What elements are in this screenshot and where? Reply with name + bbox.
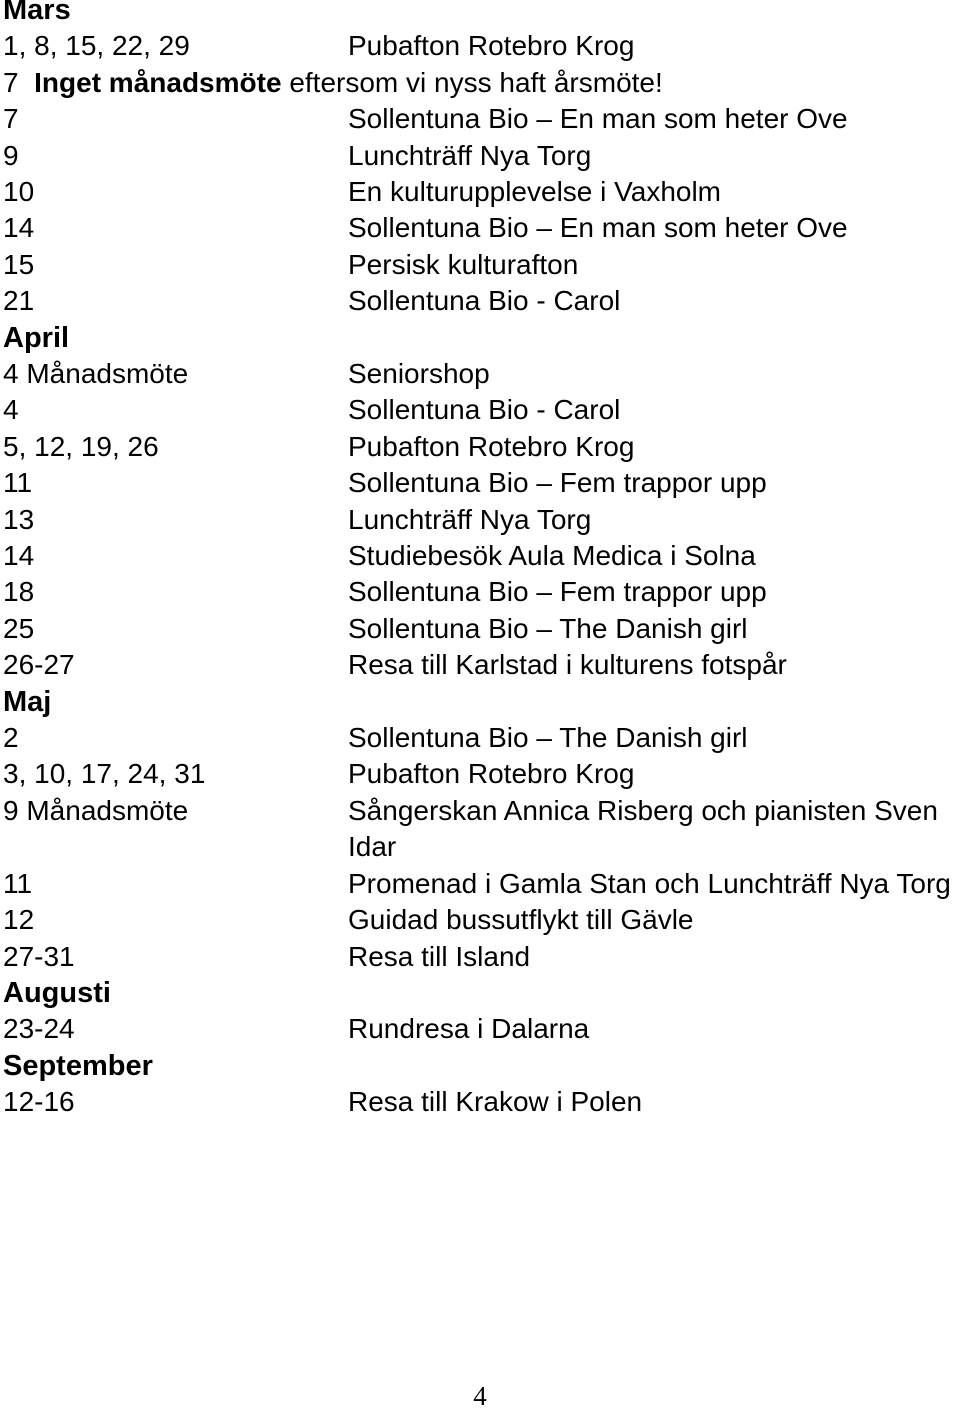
entry-date: 2 — [3, 722, 19, 754]
entry-date: 1, 8, 15, 22, 29 — [3, 30, 190, 62]
entry-date: 27-31 — [3, 940, 75, 972]
month-heading-augusti: Augusti — [3, 976, 111, 1009]
entry-date: 14 — [3, 540, 35, 572]
schedule-row — [3, 1011, 958, 1047]
notice-bold-text: Inget månadsmöte — [34, 66, 282, 98]
entry-event: Resa till Krakow i Polen — [348, 1086, 643, 1118]
page-number: 4 — [473, 1381, 487, 1411]
entry-event: Sollentuna Bio - Carol — [348, 285, 621, 317]
entry-date: 11 — [3, 867, 33, 899]
entry-event: Studiebesök Aula Medica i Solna — [348, 540, 756, 572]
entry-event: Pubafton Rotebro Krog — [348, 758, 635, 790]
schedule-row — [3, 793, 958, 866]
entry-date: 14 — [3, 212, 35, 244]
month-heading-september: September — [3, 1049, 153, 1082]
entry-event: Sollentuna Bio – En man som heter Ove — [348, 212, 848, 244]
schedule-row — [3, 101, 958, 137]
month-heading-mars: Mars — [3, 0, 71, 26]
schedule-row — [3, 356, 958, 392]
schedule-row — [3, 611, 958, 647]
entry-event: Lunchträff Nya Torg — [348, 503, 592, 535]
schedule-row — [3, 174, 958, 210]
entry-date: 12-16 — [3, 1086, 75, 1118]
schedule-row — [3, 392, 958, 428]
entry-date: 26-27 — [3, 649, 75, 681]
entry-date: 9 — [3, 139, 19, 171]
schedule-row — [3, 502, 958, 538]
schedule-row — [3, 247, 958, 283]
schedule-row — [3, 28, 958, 64]
entry-date: 12 — [3, 904, 35, 936]
notice-text: eftersom vi nyss haft årsmöte! — [289, 66, 663, 98]
schedule-row — [3, 283, 958, 319]
entry-event: Persisk kulturafton — [348, 248, 579, 280]
entry-date: 3, 10, 17, 24, 31 — [3, 758, 206, 790]
schedule-row — [3, 210, 958, 246]
schedule-row — [3, 574, 958, 610]
entry-date: 7 — [3, 103, 19, 135]
schedule-row — [3, 866, 958, 902]
entry-event: Rundresa i Dalarna — [348, 1013, 590, 1045]
entry-event: Sollentuna Bio - Carol — [348, 394, 621, 426]
entry-date: 18 — [3, 576, 35, 608]
schedule-row — [3, 902, 958, 938]
entry-event: Lunchträff Nya Torg — [348, 139, 592, 171]
month-heading-maj: Maj — [3, 685, 52, 718]
entry-event: En kulturupplevelse i Vaxholm — [348, 176, 722, 208]
month-heading-april: April — [3, 321, 70, 354]
entry-date: 9 Månadsmöte — [3, 794, 189, 826]
entry-event: Sollentuna Bio – En man som heter Ove — [348, 103, 848, 135]
entry-event: Promenad i Gamla Stan och Lunchträff Nya Torg — [348, 867, 951, 899]
entry-date: 15 — [3, 248, 35, 280]
entry-date: 13 — [3, 503, 35, 535]
entry-event: Resa till Karlstad i kulturens fotspår — [348, 649, 787, 681]
schedule-row — [3, 538, 958, 574]
notice-date: 7 — [3, 66, 19, 98]
schedule-document — [3, 0, 958, 1121]
schedule-row — [3, 1084, 958, 1120]
entry-event: Sollentuna Bio – Fem trappor upp — [348, 576, 767, 608]
entry-date: 4 — [3, 394, 19, 426]
entry-event: Pubafton Rotebro Krog — [348, 430, 635, 462]
entry-event: Sollentuna Bio – The Danish girl — [348, 722, 748, 754]
entry-event: Guidad bussutflykt till Gävle — [348, 904, 694, 936]
entry-date: 4 Månadsmöte — [3, 358, 189, 390]
entry-date: 23-24 — [3, 1013, 75, 1045]
schedule-row — [3, 647, 958, 683]
schedule-row — [3, 939, 958, 975]
entry-event: Sollentuna Bio – Fem trappor upp — [348, 467, 767, 499]
notice-row — [3, 65, 958, 101]
entry-date: 21 — [3, 285, 35, 317]
entry-date: 10 — [3, 176, 35, 208]
schedule-row — [3, 756, 958, 792]
schedule-row — [3, 429, 958, 465]
entry-event: Resa till Island — [348, 940, 531, 972]
entry-date: 11 — [3, 467, 33, 499]
schedule-row — [3, 465, 958, 501]
entry-event: Sångerskan Annica Risberg och pianisten Sven Idar — [348, 794, 938, 863]
entry-event: Seniorshop — [348, 358, 490, 390]
entry-date: 25 — [3, 612, 35, 644]
schedule-row — [3, 138, 958, 174]
entry-event: Sollentuna Bio – The Danish girl — [348, 612, 748, 644]
entry-date: 5, 12, 19, 26 — [3, 430, 159, 462]
schedule-row — [3, 720, 958, 756]
entry-event: Pubafton Rotebro Krog — [348, 30, 635, 62]
